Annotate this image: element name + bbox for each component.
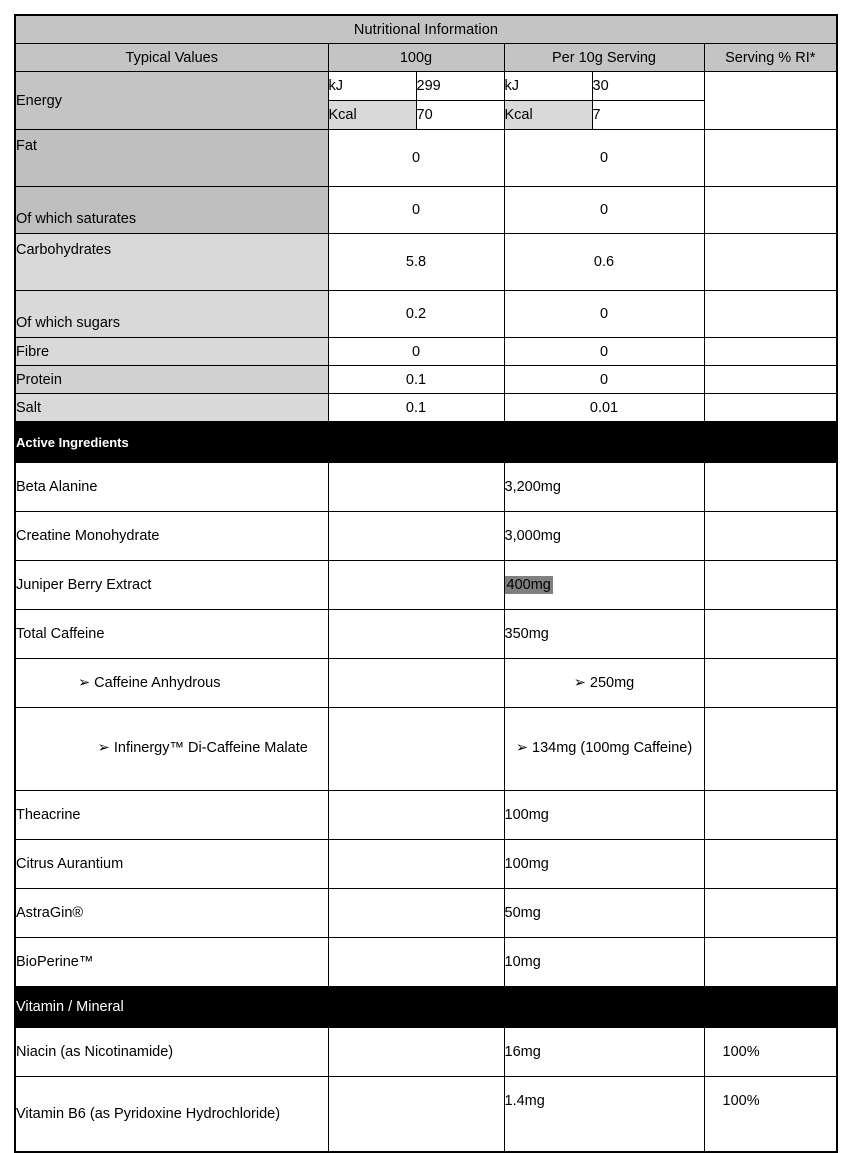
macro-fat-ri [704,130,837,187]
ingredient-serving-juniper-berry-extract: 400mg [506,577,551,593]
ingredient-name-infinergy-di-caffeine-malate: ➢ Infinergy™ Di-Caffeine Malate [15,708,328,791]
ingredient-serving-bioperine: 10mg [504,938,704,987]
ingredient-100g-astragin [328,889,504,938]
table-row [15,234,837,291]
table-row [15,561,837,610]
table-row [15,291,837,338]
macro-carbohydrates-ri [704,234,837,291]
ingredient-ri-juniper-berry-extract [704,561,837,610]
table-row [15,1028,837,1077]
energy-kj-unit-serving: kJ [504,72,592,101]
table-row [15,791,837,840]
table-row [15,187,837,234]
ingredient-serving-astragin: 50mg [504,889,704,938]
energy-row-kj [15,72,837,101]
ingredient-serving-total-caffeine: 350mg [504,610,704,659]
macro-saturates-serving: 0 [504,187,704,234]
macro-salt-ri [704,394,837,422]
ingredient-name-total-caffeine: Total Caffeine [15,610,328,659]
energy-kcal-value-serving: 7 [592,101,704,130]
vitamin-name-niacin: Niacin (as Nicotinamide) [15,1028,328,1077]
ingredient-100g-infinergy-di-caffeine-malate [328,708,504,791]
ingredient-100g-beta-alanine [328,463,504,512]
ingredient-100g-theacrine [328,791,504,840]
energy-label: Energy [15,72,328,130]
ingredient-100g-juniper-berry-extract [328,561,504,610]
energy-kj-unit-100g: kJ [328,72,416,101]
macro-salt-serving: 0.01 [504,394,704,422]
active-ingredients-label: Active Ingredients [15,422,837,463]
vitamin-ri-niacin: 100% [704,1028,837,1077]
ingredient-ri-astragin [704,889,837,938]
macro-fibre-ri [704,338,837,366]
table-row [15,840,837,889]
vitamin-100g-vitamin-b6 [328,1077,504,1153]
ingredient-serving-beta-alanine: 3,200mg [504,463,704,512]
macro-label-saturates: Of which saturates [15,187,328,234]
table-row [15,708,837,791]
table-row [15,394,837,422]
ingredient-100g-caffeine-anhydrous [328,659,504,708]
header-100g: 100g [328,44,504,72]
ingredient-100g-bioperine [328,938,504,987]
macro-protein-100g: 0.1 [328,366,504,394]
table-row [15,463,837,512]
macro-sugars-100g: 0.2 [328,291,504,338]
header-serving-ri: Serving % RI* [704,44,837,72]
vitamin-name-vitamin-b6: Vitamin B6 (as Pyridoxine Hydrochloride) [15,1077,328,1153]
header-typical-values: Typical Values [15,44,328,72]
table-row [15,659,837,708]
ingredient-ri-infinergy-di-caffeine-malate [704,708,837,791]
macro-salt-100g: 0.1 [328,394,504,422]
ingredient-name-caffeine-anhydrous: ➢ Caffeine Anhydrous [15,659,328,708]
energy-kcal-unit-serving: Kcal [504,101,592,130]
ingredient-name-citrus-aurantium: Citrus Aurantium [15,840,328,889]
ingredient-name-creatine-monohydrate: Creatine Monohydrate [15,512,328,561]
ingredient-serving-caffeine-anhydrous: ➢ 250mg [504,659,704,708]
vitamin-100g-niacin [328,1028,504,1077]
ingredient-serving-infinergy-di-caffeine-malate: ➢ 134mg (100mg Caffeine) [504,708,704,791]
table-title: Nutritional Information [15,15,837,44]
ingredient-name-bioperine: BioPerine™ [15,938,328,987]
ingredient-ri-bioperine [704,938,837,987]
table-row [15,1077,837,1153]
table-row [15,366,837,394]
energy-kj-value-serving: 30 [592,72,704,101]
macro-label-fibre: Fibre [15,338,328,366]
section-header-vitamin-mineral [15,987,837,1028]
table-row [15,889,837,938]
ingredient-100g-citrus-aurantium [328,840,504,889]
macro-label-carbohydrates: Carbohydrates [15,234,328,291]
table-row [15,130,837,187]
ingredient-name-theacrine: Theacrine [15,791,328,840]
table-row [15,338,837,366]
macro-sugars-serving: 0 [504,291,704,338]
ingredient-ri-beta-alanine [704,463,837,512]
ingredient-ri-theacrine [704,791,837,840]
macro-label-fat: Fat [15,130,328,187]
ingredient-serving-juniper-berry-extract-cell [504,561,704,610]
table-row [15,512,837,561]
ingredient-name-beta-alanine: Beta Alanine [15,463,328,512]
ingredient-serving-creatine-monohydrate: 3,000mg [504,512,704,561]
ingredient-100g-total-caffeine [328,610,504,659]
table-title-row [15,15,837,44]
ingredient-ri-caffeine-anhydrous [704,659,837,708]
energy-kcal-unit-100g: Kcal [328,101,416,130]
ingredient-serving-theacrine: 100mg [504,791,704,840]
section-header-active-ingredients [15,422,837,463]
ingredient-ri-total-caffeine [704,610,837,659]
energy-ri [704,72,837,130]
ingredient-serving-citrus-aurantium: 100mg [504,840,704,889]
macro-fat-100g: 0 [328,130,504,187]
vitamin-ri-vitamin-b6: 100% [704,1077,837,1153]
vitamin-serving-niacin: 16mg [504,1028,704,1077]
macro-label-sugars: Of which sugars [15,291,328,338]
macro-label-protein: Protein [15,366,328,394]
macro-saturates-100g: 0 [328,187,504,234]
ingredient-name-juniper-berry-extract: Juniper Berry Extract [15,561,328,610]
energy-kcal-value-100g: 70 [416,101,504,130]
macro-protein-ri [704,366,837,394]
macro-protein-serving: 0 [504,366,704,394]
macro-label-salt: Salt [15,394,328,422]
table-row [15,938,837,987]
ingredient-name-astragin: AstraGin® [15,889,328,938]
macro-saturates-ri [704,187,837,234]
energy-kj-value-100g: 299 [416,72,504,101]
macro-carbohydrates-100g: 5.8 [328,234,504,291]
macro-carbohydrates-serving: 0.6 [504,234,704,291]
ingredient-100g-creatine-monohydrate [328,512,504,561]
nutritional-information-table [14,14,838,1153]
macro-fibre-serving: 0 [504,338,704,366]
macro-fibre-100g: 0 [328,338,504,366]
macro-fat-serving: 0 [504,130,704,187]
ingredient-ri-creatine-monohydrate [704,512,837,561]
header-per-serving: Per 10g Serving [504,44,704,72]
table-header-row [15,44,837,72]
ingredient-ri-citrus-aurantium [704,840,837,889]
vitamin-mineral-label: Vitamin / Mineral [15,987,837,1028]
table-row [15,610,837,659]
vitamin-serving-vitamin-b6: 1.4mg [504,1077,704,1153]
macro-sugars-ri [704,291,837,338]
